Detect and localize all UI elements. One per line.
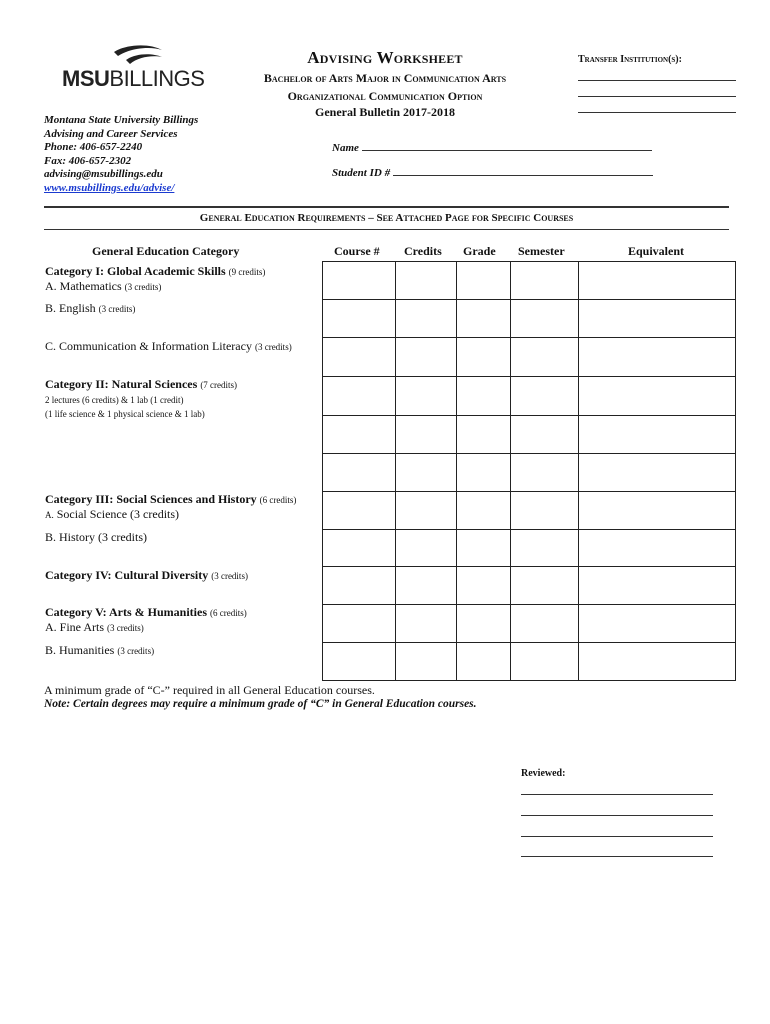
cell-course-row-9[interactable] <box>322 566 396 605</box>
cell-semester-row-2[interactable] <box>510 299 579 338</box>
title-block <box>230 48 540 120</box>
cell-course-row-1[interactable] <box>322 261 396 300</box>
reviewed-line-2[interactable] <box>521 815 713 816</box>
cell-semester-row-8[interactable] <box>510 529 579 567</box>
cell-grade-row-5[interactable] <box>456 415 511 454</box>
cell-course-row-6[interactable] <box>322 453 396 492</box>
cell-grade-row-4[interactable] <box>456 376 511 416</box>
cell-grade-row-6[interactable] <box>456 453 511 492</box>
cell-credits-row-2[interactable] <box>395 299 457 338</box>
msu-billings-logo <box>62 44 217 96</box>
name-field[interactable]: Name <box>332 141 652 154</box>
cell-equivalent-row-6[interactable] <box>578 453 736 492</box>
office-name: Advising and Career Services <box>44 127 178 140</box>
cell-course-row-11[interactable] <box>322 642 396 681</box>
cell-equivalent-row-5[interactable] <box>578 415 736 454</box>
column-header-category: General Education Category <box>92 244 240 258</box>
cell-semester-row-10[interactable] <box>510 604 579 643</box>
cell-grade-row-1[interactable] <box>456 261 511 300</box>
fax-number: Fax: 406-657-2302 <box>44 154 132 167</box>
column-header-grade: Grade <box>463 244 496 258</box>
reviewed-line-3[interactable] <box>521 836 713 837</box>
cell-credits-row-5[interactable] <box>395 415 457 454</box>
column-header-equivalent: Equivalent <box>628 244 685 258</box>
contact-info <box>44 114 198 195</box>
cell-semester-row-3[interactable] <box>510 337 579 377</box>
cell-course-row-10[interactable] <box>322 604 396 643</box>
reviewed-line-1[interactable] <box>521 794 713 795</box>
cell-credits-row-11[interactable] <box>395 642 457 681</box>
degree-line: Bachelor of Arts Major in Communication Arts <box>263 71 507 85</box>
cell-semester-row-9[interactable] <box>510 566 579 605</box>
reviewed-label: Reviewed: <box>521 768 566 779</box>
cell-grade-row-8[interactable] <box>456 529 511 567</box>
cell-course-row-2[interactable] <box>322 299 396 338</box>
minimum-grade-note: A minimum grade of “C-” required in all General Education courses. <box>44 683 375 697</box>
category-5b-label: B. Humanities (3 credits) <box>45 643 155 657</box>
name-input-line[interactable] <box>362 141 652 151</box>
cell-semester-row-6[interactable] <box>510 453 579 492</box>
transfer-institution-line-1[interactable] <box>578 80 736 81</box>
cell-semester-row-4[interactable] <box>510 376 579 416</box>
student-id-field[interactable]: Student ID # <box>332 166 653 179</box>
cell-equivalent-row-4[interactable] <box>578 376 736 416</box>
section-bottom-rule <box>44 229 729 230</box>
cell-grade-row-9[interactable] <box>456 566 511 605</box>
section-title: General Education Requirements – See Attached Page for Specific Courses <box>199 212 574 224</box>
category-1-label: Category I: Global Academic Skills (9 credits) A. Mathematics (3 credits) <box>45 264 266 293</box>
cell-grade-row-10[interactable] <box>456 604 511 643</box>
cell-equivalent-row-7[interactable] <box>578 491 736 530</box>
category-2-label: Category II: Natural Sciences (7 credits) 2 lectures (6 credits) & 1 lab (1 credit) (1 life science & 1 physical science & 1 lab) <box>45 377 238 419</box>
category-5-label: Category V: Arts & Humanities (6 credits) A. Fine Arts (3 credits) <box>45 605 247 634</box>
logo-wordmark: MSUBILLINGS <box>62 66 205 91</box>
cell-equivalent-row-10[interactable] <box>578 604 736 643</box>
cell-equivalent-row-8[interactable] <box>578 529 736 567</box>
cell-credits-row-3[interactable] <box>395 337 457 377</box>
cell-semester-row-11[interactable] <box>510 642 579 681</box>
cell-credits-row-7[interactable] <box>395 491 457 530</box>
column-header-semester: Semester <box>518 244 565 258</box>
cell-course-row-5[interactable] <box>322 415 396 454</box>
bulletin-year: General Bulletin 2017-2018 <box>315 105 455 119</box>
cell-equivalent-row-3[interactable] <box>578 337 736 377</box>
column-header-course: Course # <box>334 244 380 258</box>
option-line: Organizational Communication Option <box>287 89 483 103</box>
cell-grade-row-2[interactable] <box>456 299 511 338</box>
transfer-institution-line-2[interactable] <box>578 96 736 97</box>
reviewed-line-4[interactable] <box>521 856 713 857</box>
category-3b-label: B. History (3 credits) <box>45 530 147 544</box>
cell-grade-row-7[interactable] <box>456 491 511 530</box>
email-address: advising@msubillings.edu <box>44 168 163 180</box>
cell-course-row-3[interactable] <box>322 337 396 377</box>
website-link[interactable]: www.msubillings.edu/advise/ <box>44 181 175 194</box>
student-id-input-line[interactable] <box>393 166 653 176</box>
cell-grade-row-11[interactable] <box>456 642 511 681</box>
page-title: Advising Worksheet <box>307 48 463 67</box>
category-3-label: Category III: Social Sciences and History (6 credits) A. Social Science (3 credits) <box>45 492 297 521</box>
cell-equivalent-row-9[interactable] <box>578 566 736 605</box>
university-name: Montana State University Billings <box>44 114 199 126</box>
phone-number: Phone: 406-657-2240 <box>44 141 143 153</box>
degree-grade-note: Note: Certain degrees may require a minimum grade of “C” in General Education courses. <box>44 698 477 710</box>
cell-grade-row-3[interactable] <box>456 337 511 377</box>
logo-swoosh-icon <box>112 44 164 68</box>
cell-semester-row-1[interactable] <box>510 261 579 300</box>
cell-equivalent-row-1[interactable] <box>578 261 736 300</box>
cell-semester-row-5[interactable] <box>510 415 579 454</box>
category-1b-label: B. English (3 credits) <box>45 301 136 315</box>
cell-credits-row-8[interactable] <box>395 529 457 567</box>
category-1c-label: C. Communication & Information Literacy (3 credits) <box>45 339 292 353</box>
cell-credits-row-6[interactable] <box>395 453 457 492</box>
cell-credits-row-10[interactable] <box>395 604 457 643</box>
cell-semester-row-7[interactable] <box>510 491 579 530</box>
cell-credits-row-9[interactable] <box>395 566 457 605</box>
cell-course-row-7[interactable] <box>322 491 396 530</box>
cell-course-row-8[interactable] <box>322 529 396 567</box>
cell-course-row-4[interactable] <box>322 376 396 416</box>
category-4-label: Category IV: Cultural Diversity (3 credits) <box>45 568 248 582</box>
section-top-rule <box>44 206 729 208</box>
transfer-institutions-label: Transfer Institution(s): <box>578 54 682 65</box>
cell-credits-row-4[interactable] <box>395 376 457 416</box>
cell-equivalent-row-11[interactable] <box>578 642 736 681</box>
column-header-credits: Credits <box>404 244 442 258</box>
transfer-institution-line-3[interactable] <box>578 112 736 113</box>
cell-equivalent-row-2[interactable] <box>578 299 736 338</box>
cell-credits-row-1[interactable] <box>395 261 457 300</box>
